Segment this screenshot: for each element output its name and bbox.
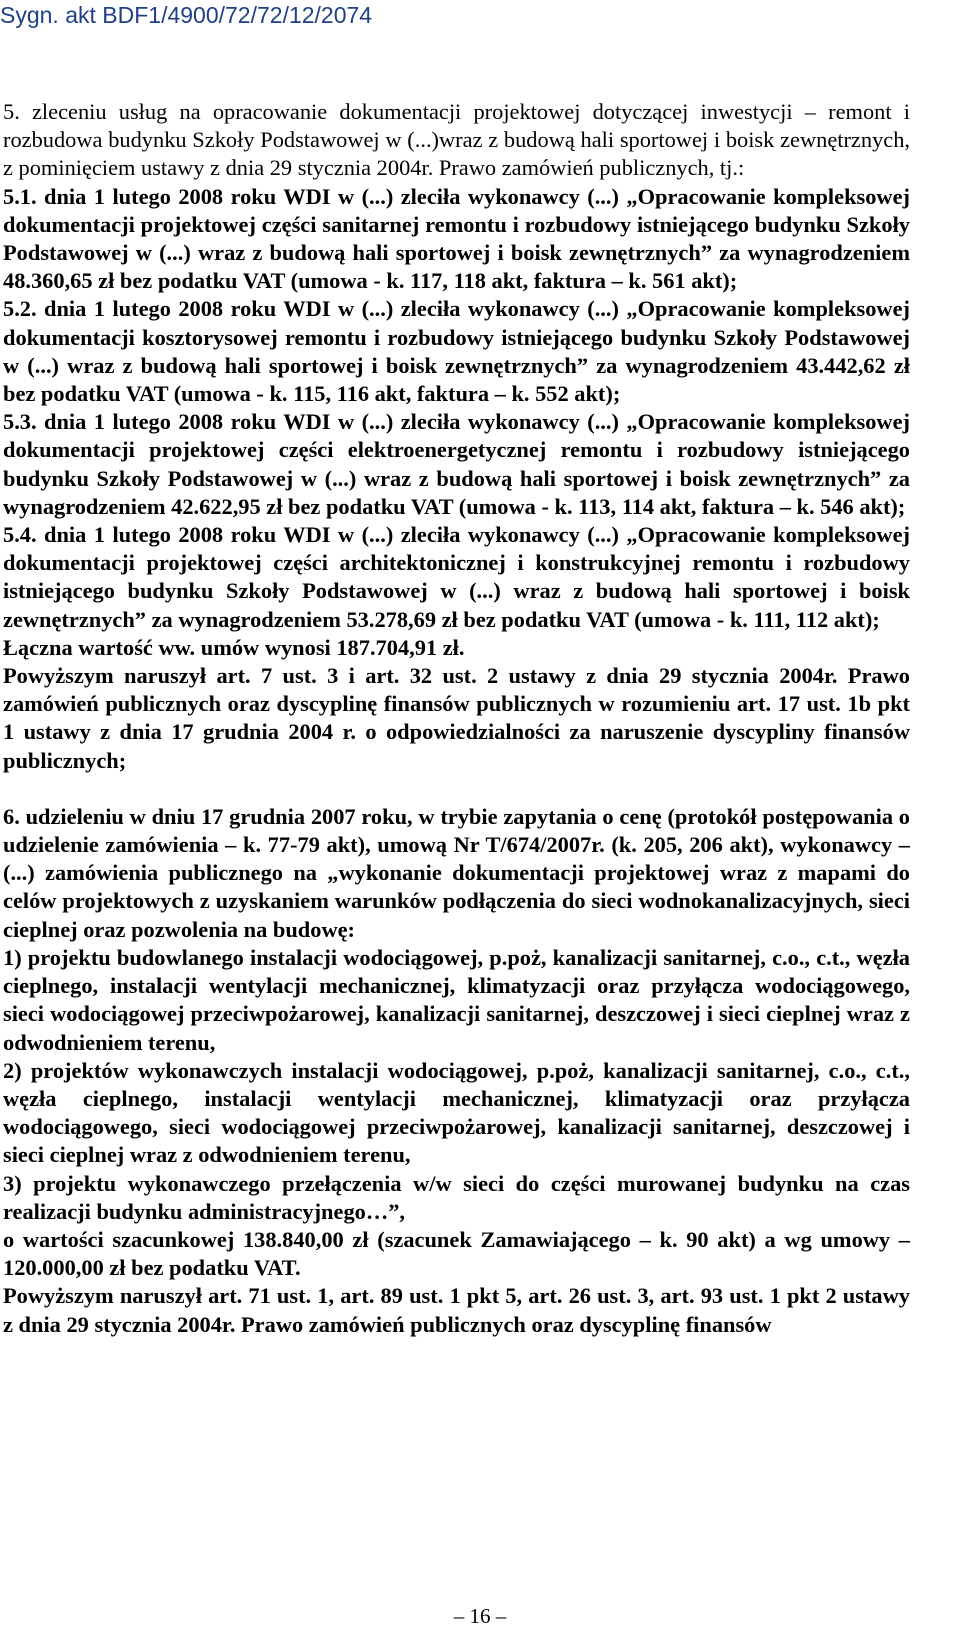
section-6-value: o wartości szacunkowej 138.840,00 zł (szacunek Zamawiającego – k. 90 akt) a wg umowy – 120.000,00 zł bez podatku VAT. — [3, 1226, 910, 1281]
section-5-1: 5.1. dnia 1 lutego 2008 roku WDI w (...) zleciła wykonawcy (...) „Opracowanie kompleksowej dokumentacji projektowej części sanitarnej remontu i rozbudowy istniejącego budynku Szkoły Podstawowej w (...) wraz z budową hali sportowej i boisk zewnętrznych” za wynagrodzeniem 48.360,65 zł bez podatku VAT (umowa - k. 117, 118 akt, faktura – k. 561 akt); — [3, 183, 910, 294]
section-5-2: 5.2. dnia 1 lutego 2008 roku WDI w (...) zleciła wykonawcy (...) „Opracowanie kompleksowej dokumentacji kosztorysowej remontu i rozbudowy istniejącego budynku Szkoły Podstawowej w (...) wraz z budową hali sportowej i boisk zewnętrznych” za wynagrodzeniem 43.442,62 zł bez podatku VAT (umowa - k. 115, 116 akt, faktura – k. 552 akt); — [3, 296, 910, 407]
section-6-item-2: 2) projektów wykonawczych instalacji wodociągowej, p.poż, kanalizacji sanitarnej, c.o., c.t., węzła cieplnego, instalacji wentylacji mechanicznej, klimatyzacji oraz przyłącza wodociągowego, sieci wodociągowej przeciwpożarowej, kanalizacji sanitarnej, deszczowej i sieci cieplnej wraz z odwodnieniem terenu, — [3, 1057, 910, 1168]
page-number: – 16 – — [453, 1604, 507, 1628]
section-5-intro: 5. zleceniu usług na opracowanie dokumentacji projektowej dotyczącej inwestycji – remont i rozbudowa budynku Szkoły Podstawowej w (...)wraz z budową hali sportowej i boisk zewnętrznych, z pominięciem ustawy z dnia 29 stycznia 2004r. Prawo zamówień publicznych, tj.: — [3, 99, 910, 181]
section-6-violation: Powyższym naruszył art. 71 ust. 1, art. 89 ust. 1 pkt 5, art. 26 ust. 3, art. 93 ust. 1 pkt 2 ustawy z dnia 29 stycznia 2004r. Prawo zamówień publicznych oraz dyscyplinę finansów — [3, 1283, 910, 1337]
section-6-intro: 6. udzieleniu w dniu 17 grudnia 2007 roku, w trybie zapytania o cenę (protokół postępowania o udzielenie zamówienia – k. 77-79 akt), umową Nr T/674/2007r. (k. 205, 206 akt), wykonawcy – (...) zamówienia publicznego na „wykonanie dokumentacji projektowej wraz z mapami do celów projektowych z uzyskaniem warunków podłączenia do sieci wodnokanalizacyjnych, sieci cieplnej oraz pozwolenia na budowę: — [3, 803, 910, 942]
section-5-3: 5.3. dnia 1 lutego 2008 roku WDI w (...) zleciła wykonawcy (...) „Opracowanie kompleksowej dokumentacji projektowej części elektroenergetycznej remontu i rozbudowy istniejącego budynku Szkoły Podstawowej w (...) wraz z budową hali sportowej i boisk zewnętrznych” za wynagrodzeniem 42.622,95 zł bez podatku VAT (umowa - k. 113, 114 akt, faktura – k. 546 akt); — [3, 409, 910, 519]
section-5-violation: Powyższym naruszył art. 7 ust. 3 i art. 32 ust. 2 ustawy z dnia 29 stycznia 2004r. Prawo zamówień publicznych oraz dyscyplinę finansów publicznych w rozumieniu art. 17 ust. 1b pkt 1 ustawy z dnia 17 grudnia 2004 r. o odpowiedzialności za naruszenie dyscypliny finansów publicznych; — [3, 663, 910, 773]
document-body — [3, 98, 910, 1339]
section-6-item-1: 1) projektu budowlanego instalacji wodociągowej, p.poż, kanalizacji sanitarnej, c.o., c.t., węzła cieplnego, instalacji wentylacji mechanicznej, klimatyzacji oraz przyłącza wodociągowego, sieci wodociągowej przeciwpożarowej, kanalizacji sanitarnej, deszczowej i sieci cieplnej wraz z odwodnieniem terenu, — [3, 944, 910, 1055]
section-5-4: 5.4. dnia 1 lutego 2008 roku WDI w (...) zleciła wykonawcy (...) „Opracowanie kompleksowej dokumentacji projektowej części architektonicznej i konstrukcyjnej remontu i rozbudowy istniejącego budynku Szkoły Podstawowej w (...) wraz z budową hali sportowej i boisk zewnętrznych” za wynagrodzeniem 53.278,69 zł bez podatku VAT (umowa - k. 111, 112 akt); — [3, 522, 910, 632]
section-5-total: Łączna wartość ww. umów wynosi 187.704,91 zł. — [3, 634, 465, 660]
case-reference: Sygn. akt BDF1/4900/72/72/12/2074 — [0, 2, 373, 28]
section-6-item-3: 3) projektu wykonawczego przełączenia w/w sieci do części murowanej budynku na czas realizacji budynku administracyjnego…”, — [3, 1170, 910, 1224]
